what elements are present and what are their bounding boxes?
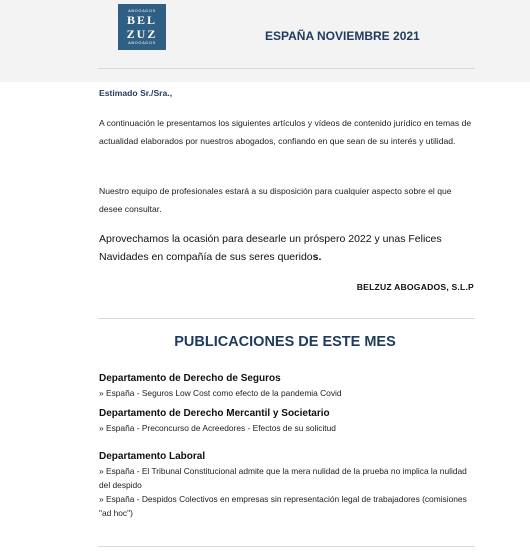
greeting: Estimado Sr./Sra., (99, 88, 173, 98)
divider (98, 318, 475, 319)
logo-line1: BEL (126, 13, 157, 27)
divider (98, 546, 475, 547)
holiday-wishes-end: s. (312, 251, 322, 263)
article-link[interactable]: » España - El Tribunal Constitucional admite que la mera nulidad de la prueba no implica la nulidad del despido (99, 466, 467, 490)
department-name: Departamento de Derecho de Seguros (99, 373, 281, 384)
section-title: PUBLICACIONES DE ESTE MES (174, 334, 396, 350)
intro-paragraph: A continuación le presentamos los siguientes artículos y vídeos de contenido jurídico en temas de actualidad elaborados por nuestros abogados, confiando en que sean de su interés y utilidad. (99, 118, 472, 146)
department-mercantil (99, 407, 479, 435)
logo-line2: ZUZ (126, 27, 158, 41)
article-link[interactable]: » España - Preconcurso de Acreedores - Efectos de su solicitud (99, 423, 336, 433)
holiday-wishes (99, 230, 475, 266)
signature: BELZUZ ABOGADOS, S.L.P (356, 282, 474, 292)
divider (98, 68, 475, 69)
article-link[interactable]: » España - Despidos Colectivos en empresas sin representación legal de trabajadores (comisiones "ad hoc") (99, 494, 467, 518)
article-link[interactable]: » España - Seguros Low Cost como efecto de la pandemia Covid (99, 388, 342, 398)
team-paragraph: Nuestro equipo de profesionales estará a su disposición para cualquier aspecto sobre el que desee consultar. (99, 186, 452, 214)
belzuz-logo[interactable] (118, 4, 166, 50)
logo-top-text: ABOGADOS (128, 8, 156, 13)
logo-bottom-text: ABOGADOS (128, 40, 156, 45)
department-seguros (99, 372, 479, 400)
issue-title: ESPAÑA NOVIEMBRE 2021 (265, 29, 420, 43)
department-laboral (99, 450, 479, 520)
holiday-wishes-text: Aprovechamos la ocasión para desearle un próspero 2022 y unas Felices Navidades en compañía de sus seres querido (99, 233, 442, 263)
department-name: Departamento de Derecho Mercantil y Societario (99, 408, 330, 419)
department-name: Departamento Laboral (99, 451, 206, 462)
